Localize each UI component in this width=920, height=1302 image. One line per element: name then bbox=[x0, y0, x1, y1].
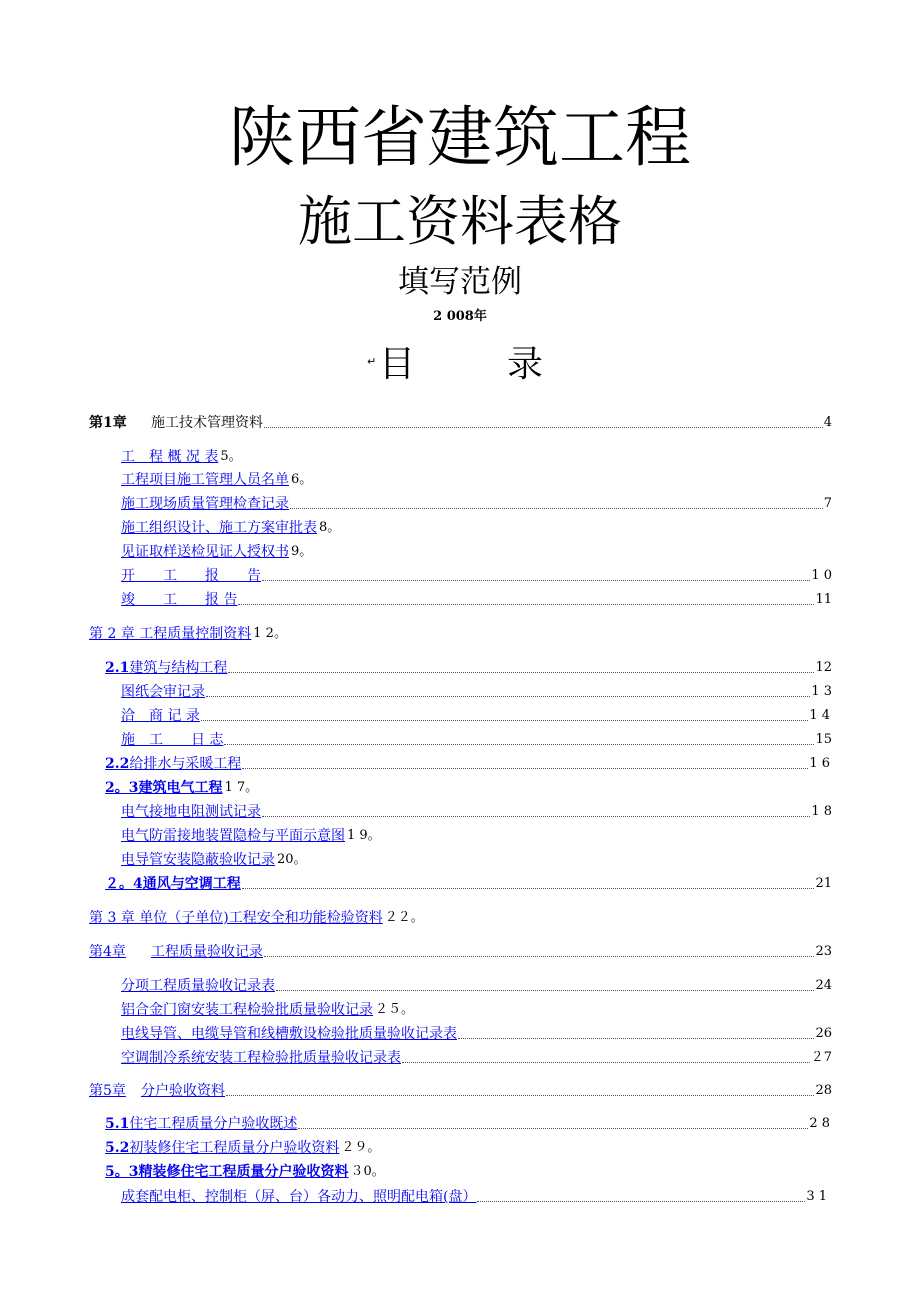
toc-page-number: 28 bbox=[815, 1083, 832, 1098]
toc-page-number: 3 1 bbox=[806, 1189, 827, 1204]
toc-page-number: 1 4 bbox=[809, 708, 830, 723]
toc-page-number: 24 bbox=[815, 978, 832, 993]
dot-leader bbox=[228, 671, 814, 673]
toc-entry-chapter-1[interactable] bbox=[0, 413, 920, 433]
toc-page-number: 2 8 bbox=[809, 1116, 830, 1131]
toc-page-number: ２7 bbox=[810, 1050, 832, 1065]
toc-entry-title[interactable]: 通风与空调工程 bbox=[142, 876, 241, 892]
toc-page-number: ２９。 bbox=[341, 1140, 381, 1155]
dot-leader bbox=[262, 815, 810, 817]
dot-leader bbox=[264, 426, 823, 428]
toc-entry[interactable] bbox=[0, 1000, 920, 1020]
toc-entry-title[interactable]: 给排水与采暖工程 bbox=[129, 756, 242, 772]
toc-entry-section[interactable] bbox=[0, 1162, 920, 1182]
toc-entry[interactable] bbox=[0, 447, 920, 467]
document-title-line1: 陕西省建筑工程 bbox=[229, 99, 691, 176]
section-number[interactable]: 5.1 bbox=[105, 1116, 130, 1132]
toc-entry-title[interactable]: 洽 商 记 录 bbox=[121, 708, 200, 724]
toc-entry-title[interactable]: 图纸会审记录 bbox=[121, 684, 205, 700]
toc-page-number: 5。 bbox=[220, 449, 242, 464]
dot-leader bbox=[201, 719, 808, 721]
toc-page-number: 1 9。 bbox=[347, 828, 381, 843]
dot-leader bbox=[262, 579, 810, 581]
toc-heading-char1: 目 bbox=[379, 344, 416, 385]
paragraph-mark-icon: ↵ bbox=[367, 355, 377, 368]
toc-entry-title[interactable]: 建筑与结构工程 bbox=[129, 660, 228, 676]
toc-entry[interactable] bbox=[0, 802, 920, 822]
dot-leader bbox=[224, 743, 814, 745]
toc-entry-title[interactable]: 工程质量验收记录 bbox=[151, 944, 263, 960]
toc-entry-title[interactable]: 第 3 章 单位（子单位)工程安全和功能检验资料 bbox=[89, 910, 383, 926]
chapter-label: 第1章 bbox=[89, 415, 127, 431]
toc-page-number: 1 0 bbox=[811, 568, 832, 583]
document-year: 2 008年 bbox=[433, 309, 487, 324]
dot-leader bbox=[477, 1200, 805, 1202]
toc-entry-section[interactable] bbox=[0, 658, 920, 678]
toc-page-number: ２５。 bbox=[375, 1002, 415, 1017]
dot-leader bbox=[298, 1127, 808, 1129]
toc-page-number: 6。 bbox=[291, 472, 313, 487]
toc-entry-section[interactable] bbox=[0, 778, 920, 798]
section-number[interactable]: 5.2 bbox=[105, 1140, 130, 1156]
toc-entry-title: 施工技术管理资料 bbox=[151, 415, 263, 431]
toc-entry-title[interactable]: 精装修住宅工程质量分户验收资料 bbox=[138, 1164, 349, 1180]
toc-page-number: 1 6 bbox=[809, 756, 830, 771]
toc-page-number: 1 8 bbox=[811, 804, 832, 819]
toc-entry[interactable] bbox=[0, 1048, 920, 1068]
dot-leader bbox=[290, 507, 823, 509]
dot-leader bbox=[226, 1094, 814, 1096]
toc-entry-title[interactable]: 电气防雷接地装置隐检与平面示意图 bbox=[121, 828, 345, 844]
dot-leader bbox=[206, 695, 810, 697]
toc-page-number: 23 bbox=[815, 944, 832, 959]
toc-entry-section[interactable] bbox=[0, 1138, 920, 1158]
chapter-label[interactable]: 第4章 bbox=[89, 944, 126, 960]
toc-entry-title[interactable]: 电气接地电阻测试记录 bbox=[121, 804, 261, 820]
toc-entry[interactable] bbox=[0, 826, 920, 846]
toc-page-number: 8。 bbox=[319, 520, 341, 535]
toc-entry[interactable] bbox=[0, 682, 920, 702]
toc-entry-section[interactable] bbox=[0, 874, 920, 894]
section-number[interactable]: ２。4 bbox=[105, 876, 143, 892]
toc-entry-title[interactable]: 第 2 章 工程质量控制资料 bbox=[89, 626, 252, 642]
toc-entry-title[interactable]: 施工现场质量管理检查记录 bbox=[121, 496, 289, 512]
toc-entry-title[interactable]: 电线导管、电缆导管和线槽敷设检验批质量验收记录表 bbox=[121, 1026, 457, 1042]
toc-entry[interactable] bbox=[0, 566, 920, 586]
toc-entry-title[interactable]: 空调制冷系统安装工程检验批质量验收记录表 bbox=[121, 1050, 401, 1066]
chapter-label[interactable]: 第5章 bbox=[89, 1083, 126, 1099]
dot-leader bbox=[238, 603, 814, 605]
toc-heading-char2: 录 bbox=[507, 344, 544, 385]
toc-entry[interactable] bbox=[0, 518, 920, 538]
dot-leader bbox=[276, 989, 814, 991]
toc-entry-title[interactable]: 见证取样送检见证人授权书 bbox=[121, 544, 289, 560]
toc-entry[interactable] bbox=[0, 1024, 920, 1044]
toc-page-number: 20。 bbox=[277, 852, 307, 867]
toc-entry-chapter-3[interactable] bbox=[0, 908, 920, 928]
dot-leader bbox=[458, 1037, 814, 1039]
toc-entry[interactable] bbox=[0, 470, 920, 490]
toc-entry[interactable] bbox=[0, 730, 920, 750]
toc-page-number: 7 bbox=[823, 496, 832, 511]
toc-page-number: 21 bbox=[815, 876, 832, 891]
toc-entry[interactable] bbox=[0, 1187, 920, 1207]
toc-page-number: 12 bbox=[815, 660, 832, 675]
section-number[interactable]: 2.2 bbox=[105, 756, 130, 772]
toc-entry-section[interactable] bbox=[0, 1114, 920, 1134]
toc-page-number: 1 3 bbox=[811, 684, 832, 699]
toc-entry[interactable] bbox=[0, 590, 920, 610]
toc-entry-title[interactable]: 工程项目施工管理人员名单 bbox=[121, 472, 289, 488]
toc-entry-title[interactable]: 工 程 概 况 表 bbox=[121, 449, 219, 465]
toc-entry-chapter-4[interactable] bbox=[0, 942, 920, 962]
toc-entry-title[interactable]: 建筑电气工程 bbox=[138, 780, 223, 796]
toc-entry-title[interactable]: 住宅工程质量分户验收既述 bbox=[129, 1116, 298, 1132]
toc-page-number: 1 2。 bbox=[253, 626, 287, 641]
toc-entry[interactable] bbox=[0, 850, 920, 870]
toc-entry-title[interactable]: 施工组织设计、施工方案审批表 bbox=[121, 520, 317, 536]
section-number[interactable]: 2。3 bbox=[105, 780, 139, 796]
toc-entry-chapter-2[interactable] bbox=[0, 624, 920, 644]
toc-entry-title[interactable]: 电导管安装隐蔽验收记录 bbox=[121, 852, 275, 868]
toc-entry-title[interactable]: 铝合金门窗安装工程检验批质量验收记录 bbox=[121, 1002, 373, 1018]
dot-leader bbox=[242, 887, 815, 889]
toc-page-number: 1 7。 bbox=[224, 780, 259, 795]
toc-entry-title[interactable]: 竣 工 报 告 bbox=[121, 592, 238, 608]
toc-entry-title[interactable]: 成套配电柜、控制柜（屏、台）各动力、照明配电箱(盘） bbox=[121, 1189, 477, 1205]
toc-page-number: 4 bbox=[823, 415, 832, 430]
toc-entry-title[interactable]: 分户验收资料 bbox=[141, 1083, 225, 1099]
toc-page-number: 11 bbox=[815, 592, 832, 607]
toc-entry-title[interactable]: 施 工 日 志 bbox=[121, 732, 224, 748]
toc-page-number: 15 bbox=[815, 732, 832, 747]
toc-page-number: ３0。 bbox=[350, 1164, 385, 1179]
toc-entry-chapter-5[interactable] bbox=[0, 1081, 920, 1101]
toc-page-number: ２２。 bbox=[384, 910, 424, 925]
toc-page-number: 9。 bbox=[291, 544, 313, 559]
dot-leader bbox=[242, 767, 808, 769]
toc-entry-title[interactable]: 初装修住宅工程质量分户验收资料 bbox=[129, 1140, 340, 1156]
toc-entry[interactable] bbox=[0, 494, 920, 514]
section-number[interactable]: 2.1 bbox=[105, 660, 130, 676]
document-title-line2: 施工资料表格 bbox=[298, 190, 622, 253]
toc-entry-title[interactable]: 开 工 报 告 bbox=[121, 568, 261, 584]
toc-page-number: 26 bbox=[815, 1026, 832, 1041]
section-number[interactable]: 5。3 bbox=[105, 1164, 139, 1180]
toc-entry-title[interactable]: 分项工程质量验收记录表 bbox=[121, 978, 275, 994]
dot-leader bbox=[264, 955, 814, 957]
toc-entry-section[interactable] bbox=[0, 754, 920, 774]
toc-entry[interactable] bbox=[0, 542, 920, 562]
toc-entry[interactable] bbox=[0, 976, 920, 996]
document-title-line3: 填写范例 bbox=[398, 264, 522, 300]
dot-leader bbox=[402, 1061, 810, 1063]
toc-entry[interactable] bbox=[0, 706, 920, 726]
